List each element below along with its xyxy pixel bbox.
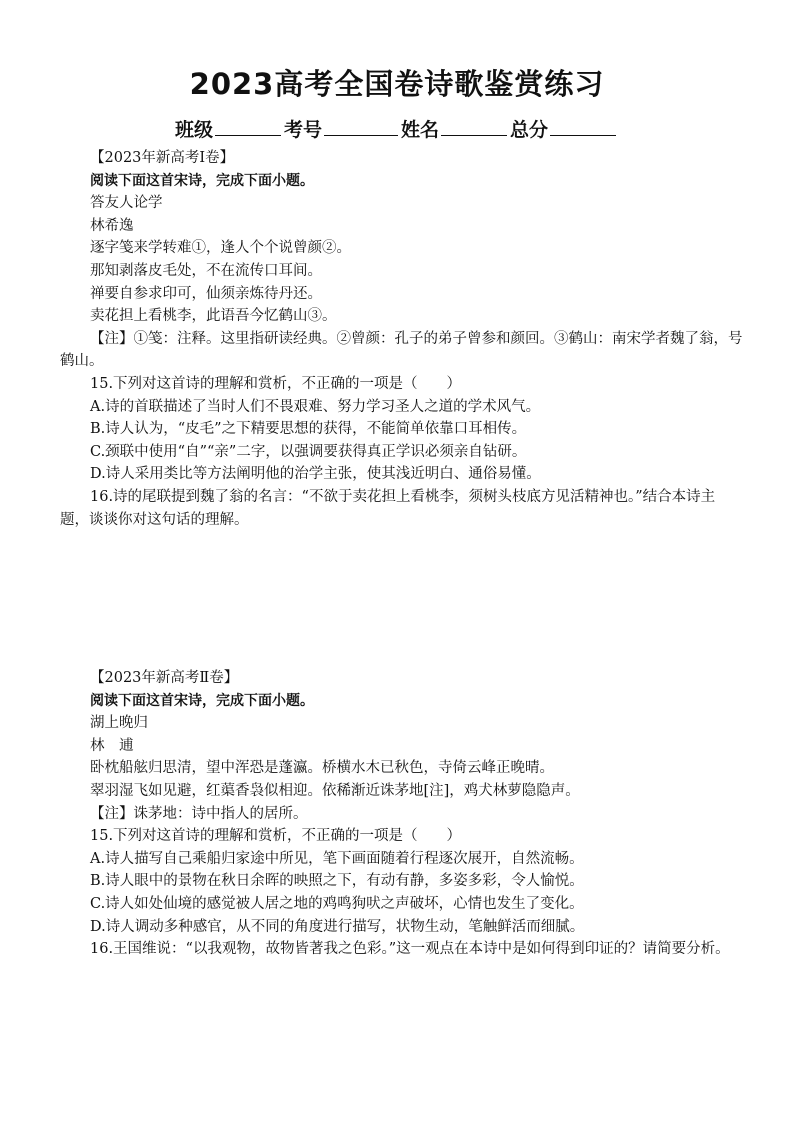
exam-number-label: 考号 — [283, 119, 322, 141]
poem-title: 湖上晚归 — [90, 715, 148, 732]
score-label: 总分 — [510, 119, 549, 141]
option-c: C.颈联中使用“自”“亲”二字，以强调要获得真正学识必须亲自钻研。 — [90, 443, 527, 460]
question-16: 16.诗的尾联提到魏了翁的名言：“不欲于卖花担上看桃李，须树头枝底方见活精神也。”结合本诗主题，谈谈你对这句话的理解。 — [60, 488, 716, 528]
reading-instruction: 阅读下面这首宋诗，完成下面小题。 — [90, 172, 314, 189]
poem-author: 林希逸 — [90, 217, 134, 234]
poem-author: 林 逋 — [90, 737, 134, 754]
question-15: 15.下列对这首诗的理解和赏析，不正确的一项是（ ） — [90, 375, 462, 392]
poem-line: 卧枕船舷归思清，望中浑恐是蓬瀛。桥横水木已秋色，寺倚云峰正晚晴。 — [90, 760, 554, 777]
poem-line: 翠羽湿飞如见避，红蕖香袅似相迎。依稀渐近诛茅地[注]，鸡犬林萝隐隐声。 — [90, 782, 580, 799]
name-label: 姓名 — [401, 119, 440, 141]
name-blank[interactable] — [441, 116, 507, 136]
section-header: 【2023年新高考Ⅰ卷】 — [90, 150, 235, 166]
option-b: B.诗人眼中的景物在秋日余晖的映照之下，有动有静，多姿多彩，令人愉悦。 — [90, 873, 584, 890]
question-16: 16.王国维说：“以我观物，故物皆著我之色彩。”这一观点在本诗中是如何得到印证的？请简要分析。 — [90, 941, 730, 958]
section-header: 【2023年新高考Ⅱ卷】 — [90, 670, 239, 686]
page-title: 2023高考全国卷诗歌鉴赏练习 — [189, 67, 605, 101]
section-new-gaokao-2 — [60, 667, 744, 961]
poem-line: 逐字笺来学转难①，逢人个个说曾颜②。 — [90, 240, 351, 257]
option-d: D.诗人采用类比等方法阐明他的治学主张，使其浅近明白、通俗易懂。 — [90, 466, 541, 483]
option-c: C.诗人如处仙境的感觉被人居之地的鸡鸣狗吠之声破坏，心情也发生了变化。 — [90, 895, 584, 912]
class-blank[interactable] — [215, 116, 281, 136]
option-a: A.诗的首联描述了当时人们不畏艰难、努力学习圣人之道的学术风气。 — [90, 398, 541, 415]
option-b: B.诗人认为，“皮毛”之下精要思想的获得，不能简单依靠口耳相传。 — [90, 421, 527, 438]
poem-title: 答友人论学 — [90, 195, 163, 212]
student-info-line — [0, 115, 794, 142]
option-a: A.诗人描写自己乘船归家途中所见，笔下画面随着行程逐次展开，自然流畅。 — [90, 850, 584, 867]
poem-line: 那知剥落皮毛处，不在流传口耳间。 — [90, 262, 322, 279]
exam-number-blank[interactable] — [324, 116, 398, 136]
score-blank[interactable] — [550, 116, 616, 136]
poem-note: 【注】①笺：注释。这里指研读经典。②曾颜：孔子的弟子曾参和颜回。③鹤山：南宋学者魏了翁，号鹤山。 — [60, 330, 743, 370]
question-15: 15.下列对这首诗的理解和赏析，不正确的一项是（ ） — [90, 828, 462, 845]
poem-note: 【注】诛茅地：诗中指人的居所。 — [90, 805, 308, 822]
class-label: 班级 — [174, 119, 213, 141]
reading-instruction: 阅读下面这首宋诗，完成下面小题。 — [90, 692, 314, 709]
poem-line: 卖花担上看桃李，此语吾今忆鹤山③。 — [90, 308, 337, 325]
section-new-gaokao-1 — [60, 147, 744, 531]
poem-line: 禅要自参求印可，仙须亲炼待丹还。 — [90, 285, 322, 302]
option-d: D.诗人调动多种感官，从不同的角度进行描写，状物生动，笔触鲜活而细腻。 — [90, 918, 585, 935]
